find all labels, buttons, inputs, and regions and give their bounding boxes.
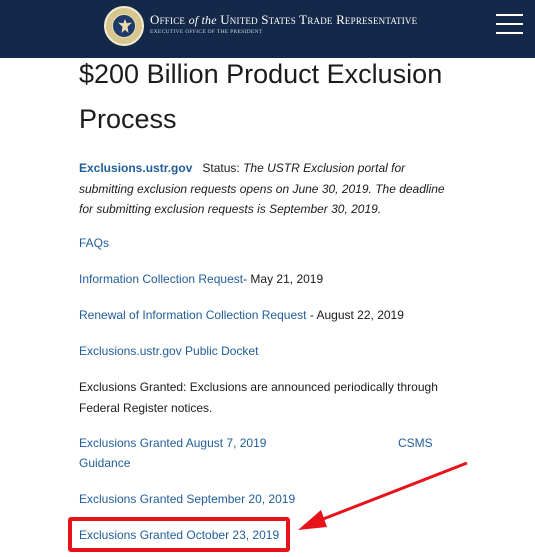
seal-center — [112, 14, 136, 38]
site-title[interactable] — [150, 12, 417, 28]
site-header — [0, 0, 535, 58]
faqs-link[interactable]: FAQs — [79, 236, 110, 250]
renewal-row — [79, 305, 404, 325]
highlight-box — [68, 517, 290, 552]
guidance-row — [79, 453, 130, 473]
public-docket-row — [79, 341, 258, 361]
granted-sep-link[interactable]: Exclusions Granted September 20, 2019 — [79, 492, 296, 506]
granted-sep-row — [79, 489, 295, 509]
status-block — [79, 158, 459, 220]
granted-aug-row — [79, 433, 266, 453]
info-collection-row — [79, 269, 323, 289]
arrow-head — [298, 510, 327, 530]
eagle-icon — [118, 19, 132, 33]
ustr-seal-icon[interactable] — [104, 6, 144, 46]
site-title-em: of the — [188, 13, 217, 27]
faqs-row — [79, 233, 109, 253]
renewal-date: - August 22, 2019 — [309, 308, 404, 322]
menu-bar — [496, 32, 523, 34]
status-label: Status: — [202, 161, 240, 175]
site-title-part1: Office — [150, 12, 186, 27]
status-text: The USTR Exclusion portal for submitting exclusion requests opens on June 30, 2019. The deadline for submitting exclusion requests is September 30, 2019. — [79, 161, 445, 216]
menu-bar — [496, 23, 523, 25]
guidance-link[interactable]: Guidance — [79, 456, 131, 470]
site-subtitle: EXECUTIVE OFFICE OF THE PRESIDENT — [150, 29, 263, 35]
arrow-shaft — [318, 463, 467, 521]
granted-oct-link[interactable]: Exclusions Granted October 23, 2019 — [79, 528, 280, 542]
hamburger-menu-icon[interactable] — [492, 10, 526, 40]
csms-link[interactable]: CSMS — [398, 436, 433, 450]
site-title-part2: United States Trade Representative — [220, 12, 418, 27]
page-title: $200 Billion Product Exclusion Process — [79, 59, 443, 134]
menu-bar — [496, 14, 523, 16]
info-collection-link[interactable]: Information Collection Request — [79, 272, 244, 286]
csms-row — [398, 433, 433, 453]
exclusions-granted-intro: Exclusions Granted: Exclusions are announced periodically through Federal Register notices. — [79, 380, 438, 415]
renewal-link[interactable]: Renewal of Information Collection Request — [79, 308, 307, 322]
exclusions-portal-link[interactable]: Exclusions.ustr.gov — [79, 161, 193, 175]
public-docket-link[interactable]: Exclusions.ustr.gov Public Docket — [79, 344, 259, 358]
info-collection-date: - May 21, 2019 — [243, 272, 324, 286]
granted-aug-link[interactable]: Exclusions Granted August 7, 2019 — [79, 436, 267, 450]
